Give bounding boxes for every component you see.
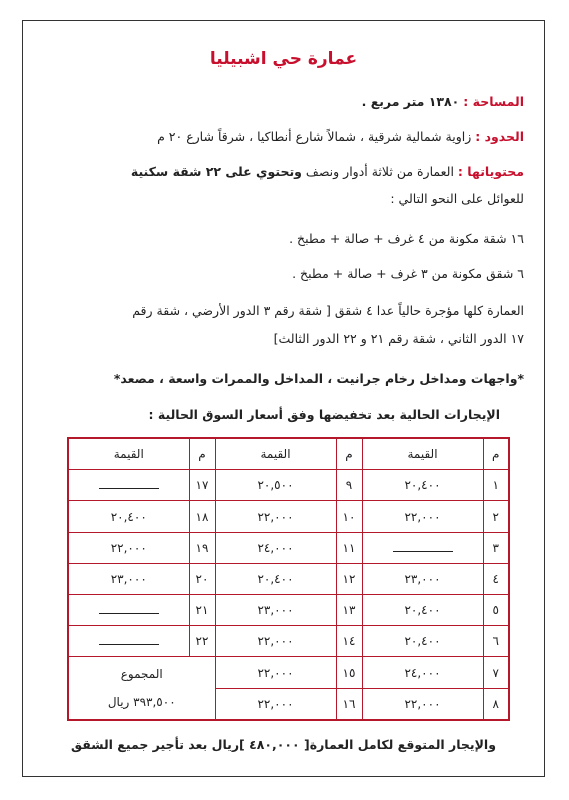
number-cell: ١ — [483, 470, 509, 501]
unit-type-2: ٦ شقق مكونة من ٣ غرف + صالة + مطبخ . — [292, 266, 524, 281]
value-cell: ٢٤,٠٠٠ — [362, 657, 483, 688]
dash-line — [99, 482, 159, 489]
header-m: م — [336, 438, 362, 470]
value-cell: ٢٠,٤٠٠ — [68, 501, 189, 532]
table-row — [68, 626, 509, 657]
borders-line — [43, 129, 524, 144]
number-cell: ١٠ — [336, 501, 362, 532]
header-value: القيمة — [215, 438, 336, 470]
expected-rent-footer: والإيجار المتوقع لكامل العمارة[ ٤٨٠,٠٠٠ ]ريال بعد تأجير جميع الشقق — [70, 737, 496, 752]
value-cell: ٢٣,٠٠٠ — [215, 595, 336, 626]
area-label: المساحة : — [463, 94, 524, 109]
rents-heading: الإيجارات الحالية بعد تخفيضها وفق أسعار السوق الحالية : — [148, 407, 500, 422]
unit-type-1: ١٦ شقة مكونة من ٤ غرف + صالة + مطبخ . — [289, 231, 524, 246]
number-cell: ١٦ — [336, 688, 362, 720]
rented-line-1: العمارة كلها مؤجرة حالياً عدا ٤ شقق [ شقة رقم ٣ الدور الأرضي ، شقة رقم — [132, 303, 524, 318]
dash-line — [99, 607, 159, 614]
contents-value-plain: العمارة من ثلاثة أدوار ونصف — [301, 164, 454, 179]
number-cell: ٤ — [483, 563, 509, 594]
number-cell: ٦ — [483, 626, 509, 657]
table-row — [68, 595, 509, 626]
value-cell: ٢٢,٠٠٠ — [215, 688, 336, 720]
number-cell: ١٨ — [189, 501, 215, 532]
rents-table — [67, 437, 510, 721]
number-cell: ١٣ — [336, 595, 362, 626]
empty-value-cell — [362, 532, 483, 563]
empty-value-cell — [68, 626, 189, 657]
table-row — [68, 501, 509, 532]
number-cell: ٢٢ — [189, 626, 215, 657]
header-value: القيمة — [362, 438, 483, 470]
number-cell: ٥ — [483, 595, 509, 626]
total-value: ٣٩٣,٥٠٠ ريال — [107, 695, 176, 710]
table-row — [68, 657, 509, 688]
value-cell: ٢٤,٠٠٠ — [215, 532, 336, 563]
number-cell: ٨ — [483, 688, 509, 720]
contents-line-2: للعوائل على النحو التالي : — [390, 191, 524, 206]
features-line: *واجهات ومداخل رخام جرانيت ، المداخل والممرات واسعة ، مصعد* — [113, 371, 524, 386]
value-cell: ٢٢,٠٠٠ — [362, 688, 483, 720]
number-cell: ٢٠ — [189, 563, 215, 594]
value-cell: ٢٢,٠٠٠ — [215, 501, 336, 532]
area-value: ١٣٨٠ متر مربع . — [361, 94, 460, 109]
table-row — [68, 563, 509, 594]
contents-line — [43, 164, 524, 179]
value-cell: ٢٠,٤٠٠ — [362, 626, 483, 657]
value-cell: ٢٠,٤٠٠ — [215, 563, 336, 594]
contents-value-bold: وتحتوي على ٢٢ شقة سكنية — [130, 164, 302, 179]
value-cell: ٢٠,٥٠٠ — [215, 470, 336, 501]
dash-line — [99, 638, 159, 645]
value-cell: ٢٢,٠٠٠ — [362, 501, 483, 532]
dash-line — [393, 545, 453, 552]
value-cell: ٢٢,٠٠٠ — [68, 532, 189, 563]
page-title: عمارة حي اشبيليا — [209, 49, 358, 69]
area-line — [43, 94, 524, 109]
number-cell: ١٥ — [336, 657, 362, 688]
number-cell: ١٤ — [336, 626, 362, 657]
header-value: القيمة — [68, 438, 189, 470]
total-cell — [68, 657, 215, 720]
number-cell: ٩ — [336, 470, 362, 501]
document-frame — [22, 20, 545, 777]
table-row — [68, 532, 509, 563]
table-row — [68, 470, 509, 501]
borders-label: الحدود : — [475, 129, 524, 144]
total-label: المجموع — [120, 667, 163, 682]
header-m: م — [189, 438, 215, 470]
rented-line-2: ١٧ الدور الثاني ، شقة رقم ٢١ و ٢٢ الدور الثالث] — [273, 331, 524, 346]
number-cell: ٢ — [483, 501, 509, 532]
borders-value: زاوية شمالية شرقية ، شمالاً شارع أنطاكيا ، شرقاً شارع ٢٠ م — [157, 129, 472, 144]
empty-value-cell — [68, 470, 189, 501]
number-cell: ١٧ — [189, 470, 215, 501]
number-cell: ١٢ — [336, 563, 362, 594]
table-header-row — [68, 438, 509, 470]
value-cell: ٢٠,٤٠٠ — [362, 470, 483, 501]
value-cell: ٢٣,٠٠٠ — [68, 563, 189, 594]
contents-label: محتوياتها : — [457, 164, 524, 179]
value-cell: ٢٢,٠٠٠ — [215, 626, 336, 657]
number-cell: ١٩ — [189, 532, 215, 563]
value-cell: ٢٣,٠٠٠ — [362, 563, 483, 594]
value-cell: ٢٠,٤٠٠ — [362, 595, 483, 626]
rents-table-wrap — [67, 437, 510, 721]
header-m: م — [483, 438, 509, 470]
number-cell: ٢١ — [189, 595, 215, 626]
value-cell: ٢٢,٠٠٠ — [215, 657, 336, 688]
empty-value-cell — [68, 595, 189, 626]
number-cell: ١١ — [336, 532, 362, 563]
number-cell: ٣ — [483, 532, 509, 563]
number-cell: ٧ — [483, 657, 509, 688]
